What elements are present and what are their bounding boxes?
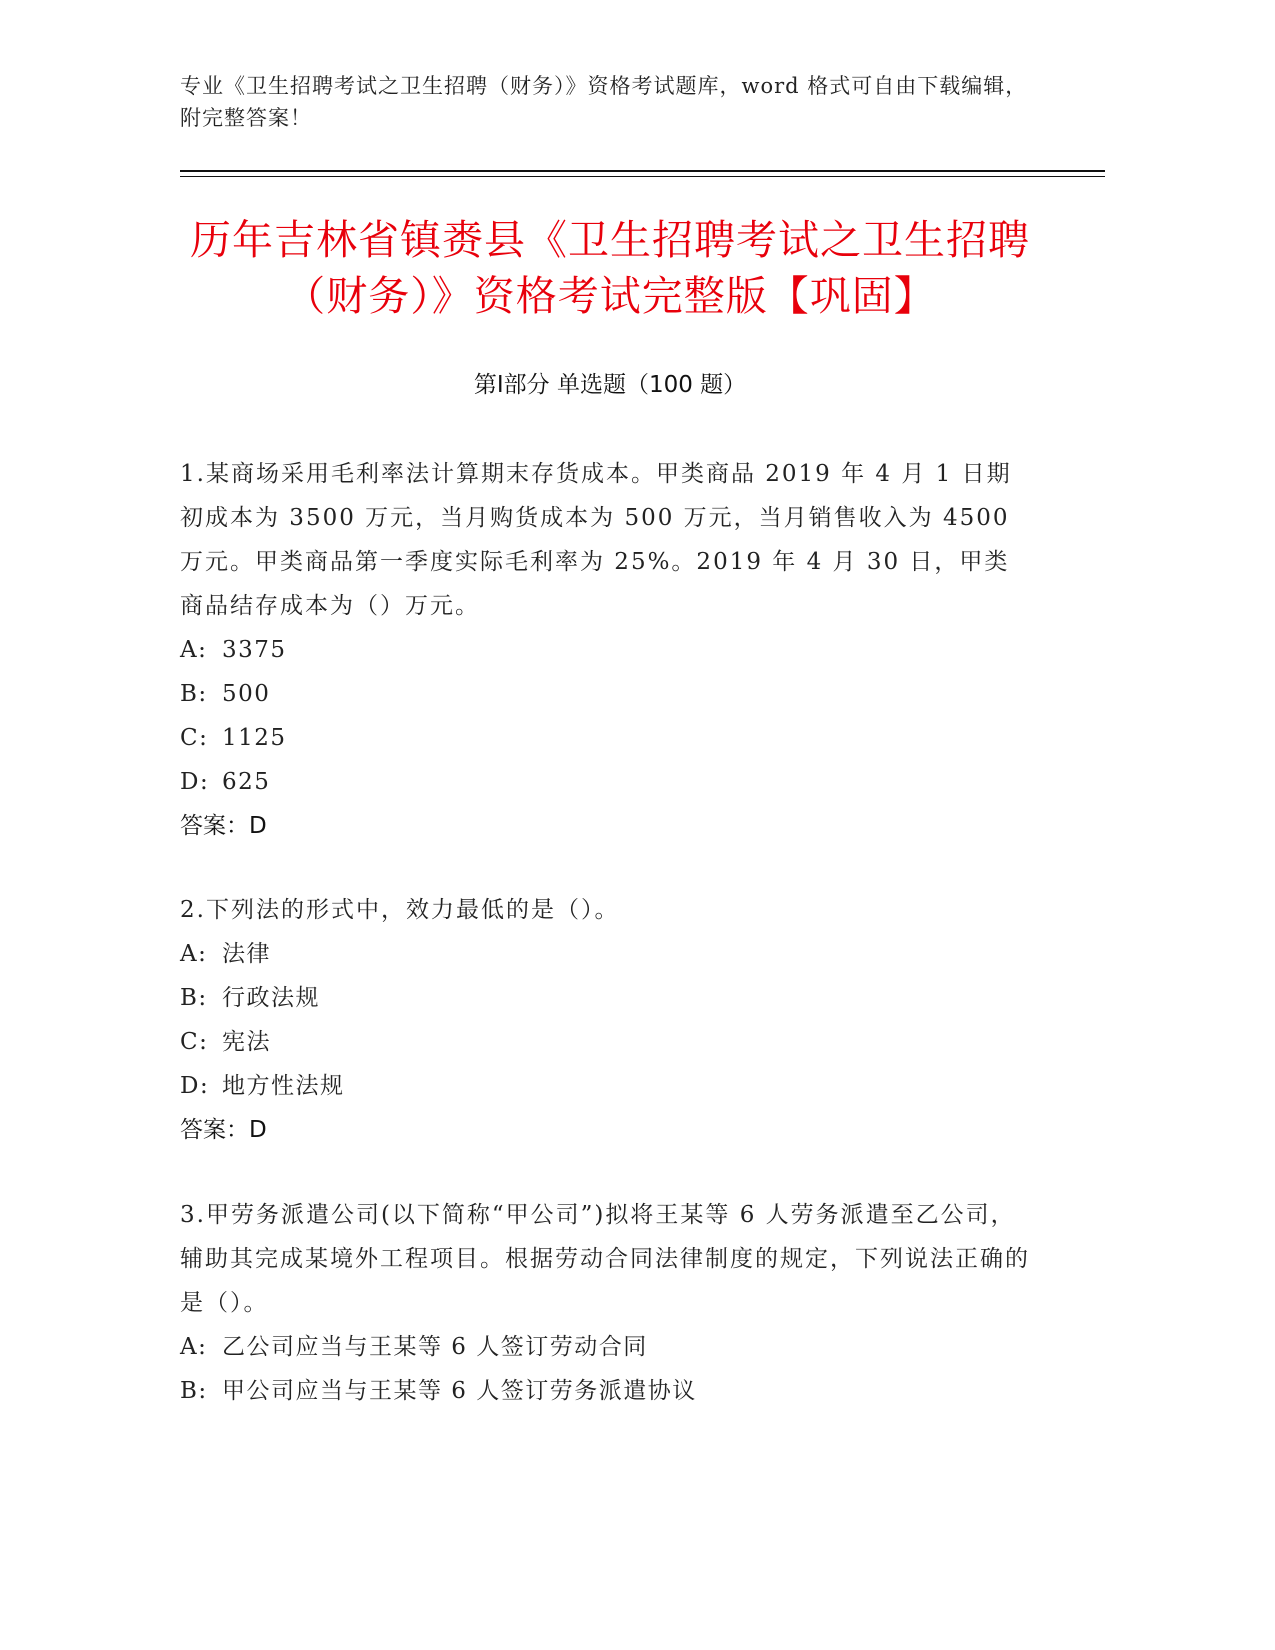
header-divider-thick <box>180 170 1105 172</box>
option-letter: B: <box>180 1378 208 1404</box>
option-letter: A: <box>180 1334 208 1360</box>
option-text: 1125 <box>222 725 287 751</box>
option-text: 地方性法规 <box>222 1073 345 1099</box>
option-a <box>180 932 1030 976</box>
option-letter: C: <box>180 1029 209 1055</box>
option-b <box>180 1369 1030 1413</box>
answer: 答案：D <box>180 813 267 839</box>
option-d <box>180 760 1030 804</box>
option-letter: D: <box>180 1073 210 1099</box>
question-stem: 1.某商场采用毛利率法计算期末存货成本。甲类商品 2019 年 4 月 1 日期初成本为 3500 万元，当月购货成本为 500 万元，当月销售收入为 4500 万元。甲类商品第一季度实际毛利率为 25%。2019 年 4 月 30 日，甲类商品结存成本为（）万元。 <box>180 461 1012 619</box>
option-a <box>180 1325 1030 1369</box>
option-c <box>180 716 1030 760</box>
option-c <box>180 1020 1030 1064</box>
option-a <box>180 628 1030 672</box>
option-text: 法律 <box>222 941 271 967</box>
option-text: 625 <box>222 769 271 795</box>
question-stem: 3.甲劳务派遣公司(以下简称“甲公司”)拟将王某等 6 人劳务派遣至乙公司，辅助其完成某境外工程项目。根据劳动合同法律制度的规定，下列说法正确的是（）。 <box>180 1202 1030 1316</box>
option-d <box>180 1064 1030 1108</box>
option-b <box>180 976 1030 1020</box>
option-text: 宪法 <box>222 1029 271 1055</box>
option-letter: A: <box>180 637 208 663</box>
option-text: 甲公司应当与王某等 6 人签订劳务派遣协议 <box>222 1378 697 1404</box>
question-2 <box>180 888 1030 1152</box>
option-letter: C: <box>180 725 209 751</box>
option-letter: B: <box>180 985 208 1011</box>
header-note: 专业《卫生招聘考试之卫生招聘（财务）》资格考试题库，word 格式可自由下载编辑，附完整答案！ <box>180 74 1028 130</box>
option-text: 500 <box>222 681 271 707</box>
option-letter: D: <box>180 769 210 795</box>
question-1 <box>180 452 1030 848</box>
header-divider-thin <box>180 176 1105 177</box>
document-title: 历年吉林省镇赉县《卫生招聘考试之卫生招聘（财务）》资格考试完整版【巩固】 <box>190 216 1030 320</box>
question-3 <box>180 1193 1030 1413</box>
option-letter: A: <box>180 941 208 967</box>
option-text: 乙公司应当与王某等 6 人签订劳动合同 <box>222 1334 648 1360</box>
section-heading: 第Ⅰ部分 单选题（100 题） <box>473 372 747 398</box>
option-text: 行政法规 <box>222 985 320 1011</box>
option-b <box>180 672 1030 716</box>
question-stem: 2.下列法的形式中，效力最低的是（）。 <box>180 897 620 923</box>
option-text: 3375 <box>222 637 287 663</box>
answer: 答案：D <box>180 1117 267 1143</box>
option-letter: B: <box>180 681 208 707</box>
